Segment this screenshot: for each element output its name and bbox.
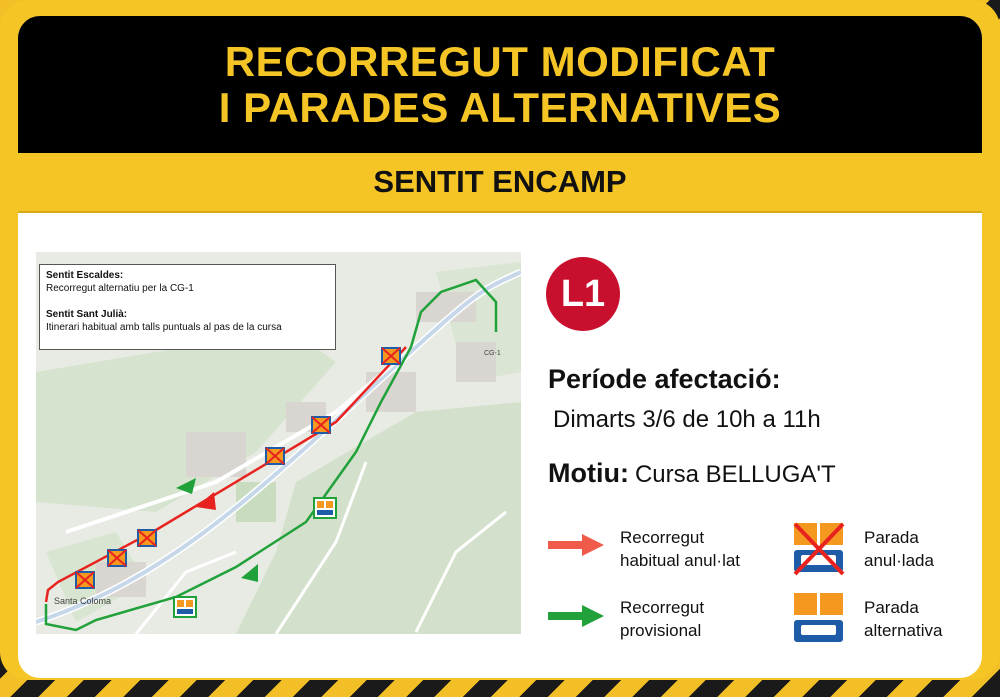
legend-cancelled-route-line1: Recorregut bbox=[620, 528, 705, 547]
reason-row bbox=[548, 458, 836, 489]
map-road-label: CG-1 bbox=[484, 350, 501, 357]
bus-stop-cancelled-icon bbox=[793, 522, 845, 576]
legend-cancelled-stop-line1: Parada bbox=[864, 528, 919, 547]
bus-stop-alternative-icon bbox=[793, 592, 845, 646]
legend-alternative-stop-line1: Parada bbox=[864, 598, 919, 617]
title-header bbox=[18, 16, 982, 153]
legend-alternative-stop-line2: alternativa bbox=[864, 621, 943, 640]
sign-board bbox=[18, 16, 982, 678]
map-note-box bbox=[39, 264, 336, 350]
note-text-escaldes: Recorregut alternatiu per la CG-1 bbox=[46, 283, 194, 294]
map-place-label: Santa Coloma bbox=[54, 596, 112, 606]
arrow-red-icon bbox=[548, 534, 606, 556]
note-heading-escaldes: Sentit Escaldes: bbox=[46, 270, 124, 281]
direction-banner bbox=[18, 153, 982, 213]
line-badge: L1 bbox=[546, 257, 620, 331]
note-heading-santjulia: Sentit Sant Julià: bbox=[46, 309, 128, 320]
title-line-1: RECORREGUT MODIFICAT bbox=[224, 37, 776, 85]
direction-label: SENTIT ENCAMP bbox=[373, 164, 627, 199]
legend-cancelled-stop-line2: anul·lada bbox=[864, 551, 934, 570]
period-value: Dimarts 3/6 de 10h a 11h bbox=[553, 406, 821, 433]
reason-label: Motiu: bbox=[548, 458, 629, 488]
arrow-green-icon bbox=[548, 605, 606, 627]
legend-provisional-route-line1: Recorregut bbox=[620, 598, 705, 617]
map-arrow-green-2 bbox=[241, 564, 258, 582]
legend-cancelled-route-line2: habitual anul·lat bbox=[620, 551, 741, 570]
legend-provisional-route bbox=[620, 596, 704, 642]
legend-cancelled-stop bbox=[864, 526, 934, 572]
legend-provisional-route-line2: provisional bbox=[620, 621, 702, 640]
period-label: Període afectació: bbox=[548, 364, 781, 394]
route-map bbox=[36, 252, 521, 634]
reason-value: Cursa BELLUGA'T bbox=[634, 461, 836, 488]
legend-cancelled-route bbox=[620, 526, 740, 572]
note-text-santjulia: Itinerari habitual amb talls puntuals al pas de la cursa bbox=[46, 322, 282, 333]
map-arrow-red bbox=[196, 492, 216, 510]
title-line-2: I PARADES ALTERNATIVES bbox=[218, 83, 782, 131]
legend-alternative-stop bbox=[864, 596, 942, 642]
